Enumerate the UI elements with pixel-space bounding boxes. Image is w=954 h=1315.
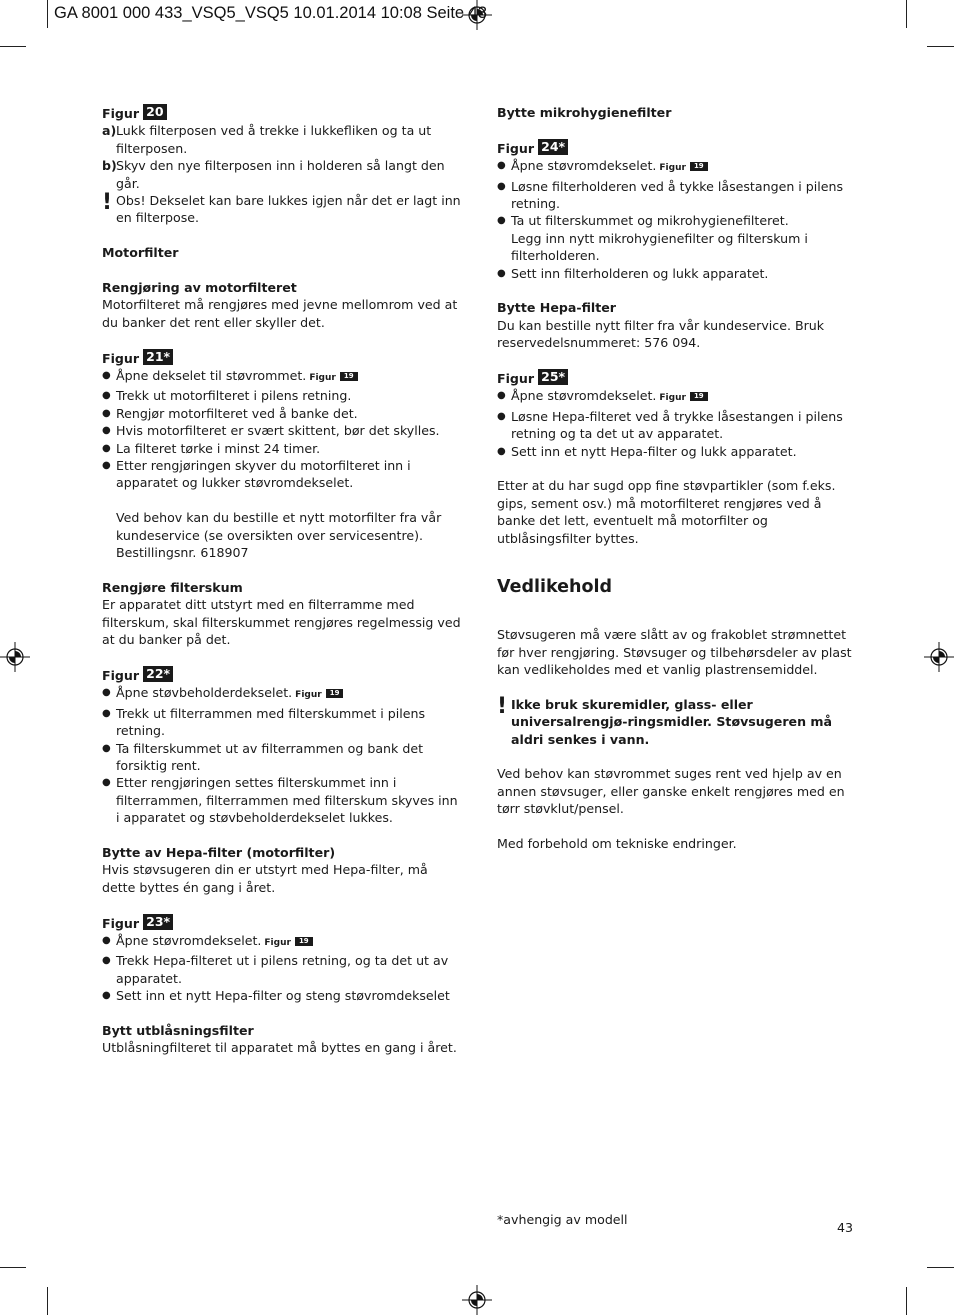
step-item: b) Skyv den nye filterposen inn i holderen så langt den går. <box>102 158 445 191</box>
list-item: ● Løsne Hepa-filteret ved å trykke låsestangen i pilens retning og ta det ut av apparatet. <box>497 408 853 443</box>
footnote: *avhengig av modell <box>497 1212 628 1227</box>
figure-reference: Figur <box>659 393 686 404</box>
figure-label-21: Figur 21* <box>102 349 464 367</box>
list-item: ● Åpne støvbeholderdekselet. Figur 19 <box>102 684 464 704</box>
list-item: ● Sett inn et nytt Hepa-filter og lukk apparatet. <box>497 443 853 460</box>
subsection-heading: Bytte mikrohygienefilter <box>497 105 672 120</box>
list-item: ● Ta filterskummet ut av filterrammen og bank det forsiktig rent. <box>102 740 464 775</box>
figure-number-badge: 22* <box>143 666 173 682</box>
subsection-heading: Bytt utblåsningsfilter <box>102 1022 254 1038</box>
list-item: ● Trekk Hepa-filteret ut i pilens retning, og ta det ut av apparatet. <box>102 952 464 987</box>
bullet-list <box>102 684 464 826</box>
bullet-list <box>102 367 464 492</box>
paragraph: Ved behov kan du bestille et nytt motorfilter fra vår kundeservice (se oversikten over servicesentre). Bestillingsnr. 618907 <box>116 510 442 561</box>
paragraph: Motorfilteret må rengjøres med jevne mellomrom ved at du banker det rent eller skyller det. <box>102 297 458 330</box>
bullet-list <box>497 387 853 460</box>
warning-note: ! Ikke bruk skuremidler, glass- eller universalrengjø-ringsmidler. Støvsugeren må aldri senkes i vann. <box>497 693 833 747</box>
paragraph: Du kan bestille nytt filter fra vår kundeservice. Bruk reservedelsnummeret: 576 094. <box>497 317 825 351</box>
subsection-heading: Rengjøre filterskum <box>102 579 243 595</box>
list-item: ● Rengjør motorfilteret ved å banke det. <box>102 405 464 422</box>
paragraph: Støvsugeren må være slått av og frakoblet strømnettet før hver rengjøring. Støvsuger og tilbehørsdeler av plast kan vedlikeholdes med et vanlig plastrensemiddel. <box>497 627 852 677</box>
left-column <box>102 104 464 1057</box>
list-item: ● Trekk ut filterrammen med filterskummet i pilens retning. <box>102 705 464 740</box>
warning-note: ! Obs! Dekselet kan bare lukkes igjen når det er lagt inn en filterpose. <box>102 190 461 226</box>
list-item: ● Åpne støvromdekselet. Figur 19 <box>102 932 464 952</box>
figure-number-badge: 25* <box>538 369 568 385</box>
figure-reference: Figur <box>309 373 336 384</box>
registration-mark-icon <box>924 642 954 672</box>
crop-mark <box>47 1287 48 1315</box>
crop-mark <box>0 46 26 47</box>
crop-mark <box>47 0 48 28</box>
figure-reference-badge: 19 <box>295 937 313 946</box>
figure-label-24: Figur 24* <box>497 139 853 157</box>
list-item: ● Ta ut filterskummet og mikrohygienefilteret. Legg inn nytt mikrohygienefilter og filterskum i filterholderen. <box>497 212 853 264</box>
figure-reference: Figur <box>295 690 322 701</box>
right-column <box>497 104 853 852</box>
figure-number-badge: 20 <box>143 104 166 120</box>
figure-reference-badge: 19 <box>326 689 344 698</box>
section-heading: Motorfilter <box>102 245 179 261</box>
list-item: ● Hvis motorfilteret er svært skittent, bør det skylles. <box>102 422 464 439</box>
crop-mark <box>927 1267 954 1268</box>
step-item: a) Lukk filterposen ved å trekke i lukkefliken og ta ut filterposen. <box>102 123 432 156</box>
subsection-heading: Bytte av Hepa-filter (motorfilter) <box>102 844 336 860</box>
figure-label-22: Figur 22* <box>102 666 464 684</box>
exclamation-icon: ! <box>102 190 113 216</box>
list-item: ● Åpne støvromdekselet. Figur 19 <box>497 387 853 407</box>
page-number: 43 <box>837 1220 854 1235</box>
crop-mark <box>906 1287 907 1315</box>
list-item: ● Trekk ut motorfilteret i pilens retning. <box>102 387 464 404</box>
registration-mark-icon <box>462 1285 492 1315</box>
list-item: ● Etter rengjøringen skyver du motorfilteret inn i apparatet og lukker støvromdekselet. <box>102 457 464 492</box>
subsection-heading: Bytte Hepa-filter <box>497 300 617 316</box>
crop-mark <box>927 46 954 47</box>
figure-label-20: Figur 20 <box>102 104 464 122</box>
paragraph: Er apparatet ditt utstyrt med en filterramme med filterskum, skal filterskummet rengjøres regelmessig ved at du banker på det. <box>102 597 461 648</box>
paragraph: Med forbehold om tekniske endringer. <box>497 835 737 851</box>
list-item: ● Sett inn filterholderen og lukk apparatet. <box>497 265 853 282</box>
section-title: Vedlikehold <box>497 577 613 598</box>
figure-reference-badge: 19 <box>690 162 708 171</box>
figure-reference: Figur <box>264 937 291 948</box>
crop-mark <box>0 1267 26 1268</box>
paragraph: Ved behov kan støvrommet suges rent ved hjelp av en annen støvsuger, eller ganske enkelt rengjøres med en tørr støvklut/pensel. <box>497 766 845 817</box>
figure-reference-badge: 19 <box>340 372 358 381</box>
registration-mark-icon <box>0 642 30 672</box>
paragraph: Etter at du har sugd opp fine støvpartikler (som f.eks. gips, sement osv.) må motorfilteret rengjøres ved å banke det lett, eventuelt må motorfilter og utblåsingsfilter byttes. <box>497 478 836 546</box>
list-item: ● La filteret tørke i minst 24 timer. <box>102 440 464 457</box>
paragraph: Utblåsningfilteret til apparatet må byttes en gang i året. <box>102 1040 457 1056</box>
step-list <box>102 122 464 192</box>
figure-label-25: Figur 25* <box>497 369 853 387</box>
figure-reference: Figur <box>659 163 686 174</box>
list-item: ● Åpne støvromdekselet. Figur 19 <box>497 157 853 177</box>
figure-number-badge: 23* <box>143 914 173 930</box>
print-header: GA 8001 000 433_VSQ5_VSQ5 10.01.2014 10:08 Seite 43 <box>54 4 488 22</box>
exclamation-icon: ! <box>497 693 508 719</box>
subsection-heading: Rengjøring av motorfilteret <box>102 280 297 296</box>
crop-mark <box>906 0 907 28</box>
bullet-list <box>102 932 464 1005</box>
figure-number-badge: 21* <box>143 349 173 365</box>
bullet-list <box>497 157 853 282</box>
list-item: ● Løsne filterholderen ved å tykke låsestangen i pilens retning. <box>497 178 853 213</box>
list-item: ● Åpne dekselet til støvrommet. Figur 19 <box>102 367 464 387</box>
list-item: ● Sett inn et nytt Hepa-filter og steng støvromdekselet <box>102 987 464 1004</box>
figure-label-23: Figur 23* <box>102 914 464 932</box>
paragraph: Hvis støvsugeren din er utstyrt med Hepa-filter, må dette byttes én gang i året. <box>102 862 428 895</box>
figure-reference-badge: 19 <box>690 392 708 401</box>
figure-number-badge: 24* <box>538 139 568 155</box>
list-item: ● Etter rengjøringen settes filterskummet inn i filterrammen, filterrammen med filterskum skyves inn i apparatet og støvbeholderdekselet lukkes. <box>102 774 464 826</box>
